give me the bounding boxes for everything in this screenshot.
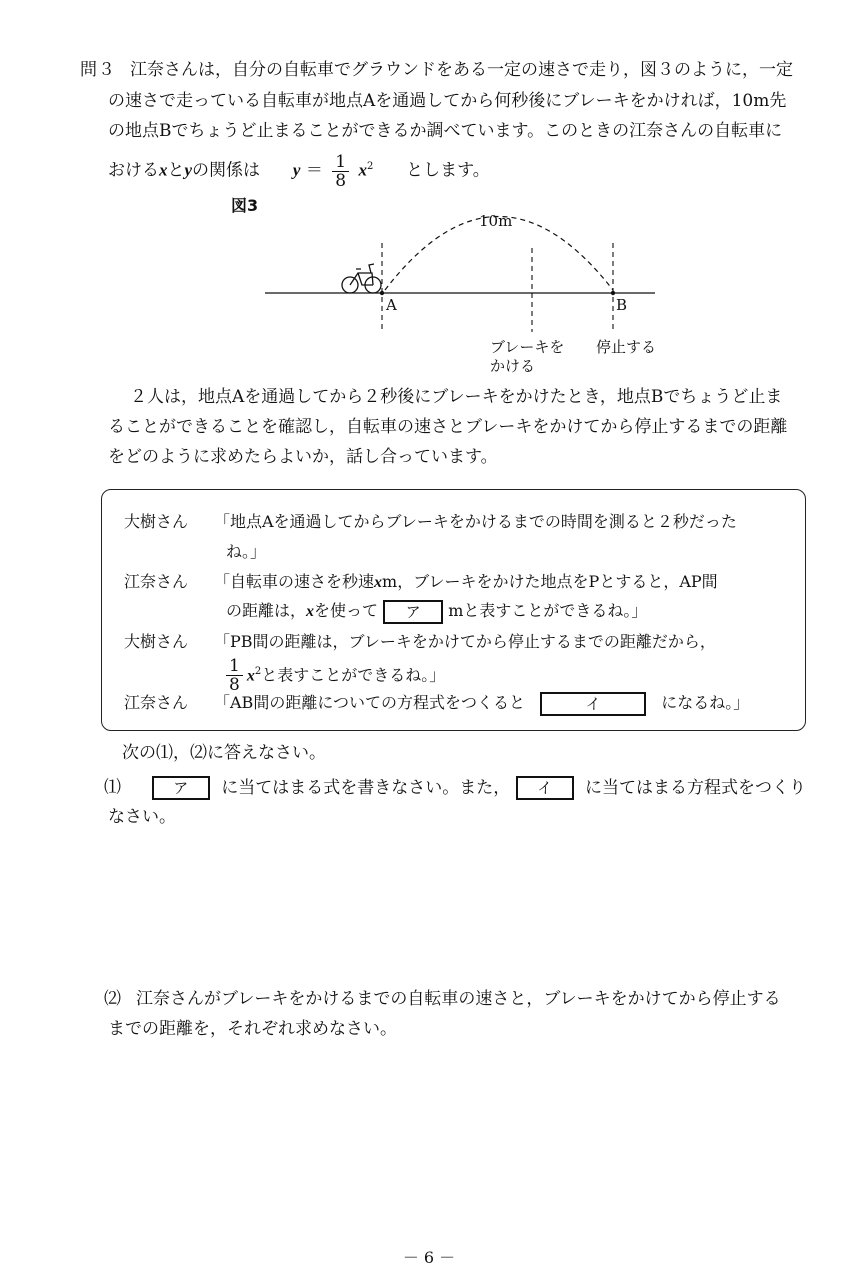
point-b-label: B [616, 296, 628, 314]
bicycle-icon [342, 264, 381, 293]
sub-question-1-label: ⑴ [104, 777, 121, 798]
figure-3 [0, 0, 858, 400]
formula-x: x [358, 160, 367, 180]
utterance-2-variable-x: x [374, 574, 383, 591]
sub-question-1-box-i: イ [516, 776, 574, 800]
stop-label: 停止する [596, 338, 657, 356]
sub-question-1 [104, 776, 806, 800]
speaker-1: 大樹さん [124, 512, 189, 531]
brake-label-line-2: かける [490, 357, 536, 375]
figure-label: 図3 [231, 196, 259, 215]
question-text-line-3: の地点Bでちょうど止まることができるか調べています。このときの江奈さんの自転車に [108, 121, 783, 141]
utterance-3-exponent: 2 [254, 666, 262, 677]
question-text-line-1: 江奈さんは，自分の自転車でグラウンドをある一定の速さで走り，図３のように，一定 [130, 60, 793, 80]
fraction-numerator: 1 [332, 153, 349, 172]
paragraph-line-2: ることができることを確認し，自転車の速さとブレーキをかけてから停止するまでの距離 [108, 417, 788, 437]
question-label: 問３ [80, 60, 116, 80]
formula-exponent: 2 [366, 161, 374, 172]
question-text-post: の関係は [192, 160, 261, 181]
question-text-end: とします。 [406, 160, 490, 181]
page-number: － 6 － [402, 1248, 456, 1267]
sub-question-2-line-2: までの距離を，それぞれ求めなさい。 [108, 1019, 397, 1039]
instructions-intro: 次の⑴，⑵に答えなさい。 [122, 743, 326, 763]
sub-question-2-label: ⑵ [104, 989, 121, 1009]
utterance-3-denominator: 8 [229, 675, 240, 696]
question-text-mid: と [167, 160, 185, 181]
sub-question-1-text-mid: に当てはまる式を書きなさい。また， [221, 777, 511, 798]
utterance-2-text-a: 「自転車の速さを秒速 [214, 572, 375, 591]
utterance-1-line-1: 「地点Aを通過してからブレーキをかけるまでの時間を測ると２秒だった [214, 512, 737, 531]
utterance-2-text-b-mid: を使って [314, 601, 379, 620]
variable-x: x [159, 160, 168, 180]
utterance-3-text-end: と表すことができるね。」 [261, 665, 446, 685]
answer-box-i: イ [540, 692, 646, 716]
distance-label: 10m [479, 212, 513, 230]
utterance-3-line-1: 「PB間の距離は，ブレーキをかけてから停止するまでの距離だから， [214, 632, 716, 651]
variable-y: y [184, 160, 193, 180]
sub-question-1-box-a: ア [152, 776, 210, 800]
utterance-3-numerator: 1 [226, 657, 243, 676]
paragraph-line-1: ２人は，地点Aを通過してから２秒後にブレーキをかけたとき，地点Bでちょうど止ま [130, 387, 783, 407]
utterance-4-text-pre: 「AB間の距離についての方程式をつくると [214, 693, 525, 712]
utterance-2-variable-x-2: x [306, 603, 315, 620]
formula-y: y [292, 160, 301, 180]
paragraph-line-3: をどのように求めたらよいか，話し合っています。 [108, 447, 498, 467]
point-b-dot [611, 291, 615, 295]
speaker-3: 大樹さん [124, 632, 189, 651]
point-a-dot [380, 291, 384, 295]
point-a-label: A [386, 296, 397, 314]
utterance-3-fraction [226, 657, 243, 694]
question-text-line-2: の速さで走っている自転車が地点Aを通過してから何秒後にブレーキをかければ，10m先 [108, 91, 787, 111]
answer-box-a: ア [383, 600, 443, 624]
utterance-4 [214, 690, 749, 716]
utterance-2-line-2 [226, 598, 647, 624]
speaker-2: 江奈さん [124, 572, 189, 591]
fraction-denominator: 8 [335, 170, 347, 191]
utterance-2-line-1 [214, 569, 718, 592]
speaker-4: 江奈さん [124, 693, 189, 712]
sub-question-2-line-1: 江奈さんがブレーキをかけるまでの自転車の速さと，ブレーキをかけてから停止する [136, 989, 781, 1009]
brake-label-line-1: ブレーキを [490, 338, 565, 356]
utterance-2-text-b-pre: の距離は， [226, 601, 307, 620]
utterance-2-text-b-end: mと表すことができるね。」 [448, 601, 648, 620]
sub-question-1-line-2: なさい。 [108, 807, 176, 827]
utterance-3-variable-x: x [246, 667, 255, 685]
figure-svg [0, 0, 858, 400]
utterance-4-text-end: になるね。」 [661, 693, 750, 712]
sub-question-1-text-end: に当てはまる方程式をつくり [585, 777, 807, 798]
question-text-pre: おける [108, 160, 159, 181]
utterance-2-text-a-end: m，ブレーキをかけた地点をPとすると，AP間 [382, 572, 718, 591]
formula-equals: ＝ [305, 160, 323, 181]
utterance-1-line-2: ね。」 [226, 542, 267, 561]
